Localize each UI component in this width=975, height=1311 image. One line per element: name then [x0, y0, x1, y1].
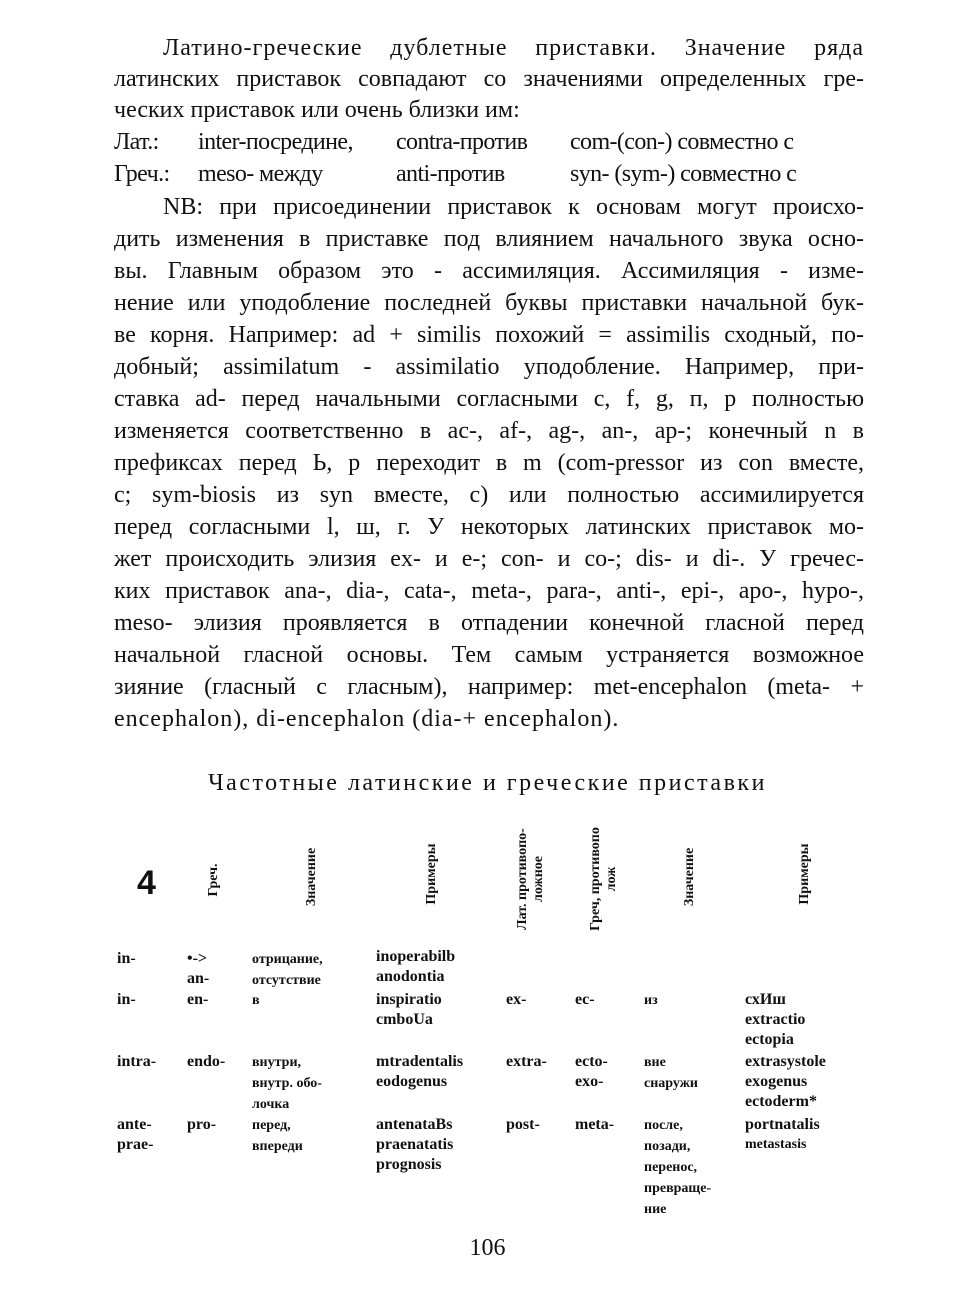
cell-opp-meaning: после, позади, перенос, превраще- ние: [644, 1118, 712, 1217]
cell-greek: en-: [187, 991, 209, 1008]
header-lat-opposite: Лат. противопо-ложное: [515, 828, 546, 930]
paragraph2-line: префиксах перед Ь, p переходит в m (com-pressor из con вместе,: [114, 450, 864, 476]
cell-examples: mtradentalis eodogenus: [376, 1053, 464, 1090]
paragraph2-line: зияние (гласный с гласным), например: met-encephalon (meta- +: [114, 674, 864, 700]
cell-meaning: перед, впереди: [252, 1118, 303, 1154]
cell-examples: inoperabilb anodontia: [376, 948, 456, 985]
cell-opp-examples: portnatalis metastasis: [745, 1116, 820, 1152]
cell-greek: •-> an-: [187, 950, 210, 987]
cell-opp-examples: extrasystole exogenus ectoderm*: [745, 1053, 826, 1110]
paragraph2-line: дить изменения в приставке под влиянием начального звука осно-: [114, 226, 864, 252]
paragraph2-line: encephalon), di-encephalon (dia-+ encephalon).: [114, 706, 620, 732]
paragraph1-line: ческих приставок или очень близки им:: [114, 97, 520, 123]
paragraph2-line: meso- элизия проявляется в отпадении конечной гласной перед: [114, 610, 864, 636]
cell-lat: in-: [117, 991, 136, 1008]
paragraph2-line: NB: при присоединении приставок к основам могут происхо-: [163, 194, 864, 220]
doublet-greek-item: syn- (sym-) совместно с: [570, 161, 797, 187]
page-number: 106: [469, 1235, 506, 1261]
cell-meaning: в: [252, 993, 260, 1008]
doublet-greek-item: anti-против: [396, 161, 505, 187]
header-examples: Примеры: [424, 843, 439, 905]
doublet-lat-item: com-(con-) совместно с: [570, 129, 794, 155]
header-greek: Греч.: [206, 863, 221, 897]
paragraph2-line: добный; assimilatum - assimilatio уподобление. Например, при-: [114, 354, 864, 380]
cell-opp-meaning: вне снаружи: [644, 1055, 698, 1091]
paragraph2-line: перед согласными l, ш, г. У некоторых латинских приставок мо-: [114, 514, 864, 540]
paragraph1-line: латинских приставок совпадают со значениями определенных гре-: [114, 66, 864, 92]
header-greek-opposite: Греч, противопо лож: [588, 827, 619, 931]
cell-opp-meaning: из: [644, 993, 658, 1008]
paragraph2-line: вы. Главным образом это - ассимиляция. Ассимиляция - изме-: [114, 258, 864, 284]
paragraph2-line: c; sym-biosis из syn вместе, c) или полностью ассимилируется: [114, 482, 864, 508]
paragraph2-line: ких приставок ana-, dia-, cata-, meta-, para-, anti-, epi-, apo-, hypo-,: [114, 578, 864, 604]
cell-lat: ante- prae-: [117, 1116, 154, 1153]
doublet-greek-label: Греч.:: [114, 161, 170, 187]
header-opp-examples: Примеры: [797, 843, 812, 905]
cell-opp-lat: post-: [506, 1116, 540, 1133]
paragraph2-line: ве корня. Например: ad + similis похожий = assimilis сходный, по-: [114, 322, 864, 348]
cell-opp-greek: meta-: [575, 1116, 615, 1133]
cell-greek: endo-: [187, 1053, 226, 1070]
paragraph2-line: нение или уподобление последней буквы приставки начальной бук-: [114, 290, 864, 316]
cell-examples: inspiratio cmboUa: [376, 991, 442, 1028]
cell-opp-lat: ex-: [506, 991, 527, 1008]
paragraph1-line: Латино-греческие дублетные приставки. Значение ряда: [163, 35, 864, 61]
paragraph2-line: изменяется соответственно в ac-, af-, ag-, an-, ap-; конечный n в: [114, 418, 864, 444]
cell-meaning: внутри, внутр. обо- лочка: [252, 1055, 322, 1112]
cell-opp-greek: ec-: [575, 991, 595, 1008]
doublet-greek-item: meso- между: [198, 161, 323, 187]
cell-opp-greek: ecto- exo-: [575, 1053, 608, 1090]
header-opp-meaning: Значение: [682, 847, 697, 907]
cell-lat: in-: [117, 950, 136, 967]
cell-greek: pro-: [187, 1116, 217, 1133]
doublet-lat-label: Лат.:: [114, 129, 159, 155]
cell-meaning: отрицание, отсутствие: [252, 952, 323, 988]
header-meaning: Значение: [304, 847, 319, 907]
table-corner-number: 4: [137, 864, 156, 902]
cell-lat: intra-: [117, 1053, 157, 1070]
table-title: Частотные латинские и греческие приставки: [208, 770, 767, 796]
paragraph2-line: ставка ad- перед начальными согласными c, f, g, п, p полностью: [114, 386, 864, 412]
cell-opp-lat: extra-: [506, 1053, 547, 1070]
cell-examples: antenataBs praenatatis prognosis: [376, 1116, 454, 1173]
cell-opp-examples: схИш extractio ectopia: [745, 991, 806, 1048]
paragraph2-line: начальной гласной основы. Тем самым устраняется возможное: [114, 642, 864, 668]
doublet-lat-item: contra-против: [396, 129, 528, 155]
paragraph2-line: жет происходить элизия ex- и e-; con- и co-; dis- и di-. У гречес-: [114, 546, 864, 572]
doublet-lat-item: inter-посредине,: [198, 129, 353, 155]
